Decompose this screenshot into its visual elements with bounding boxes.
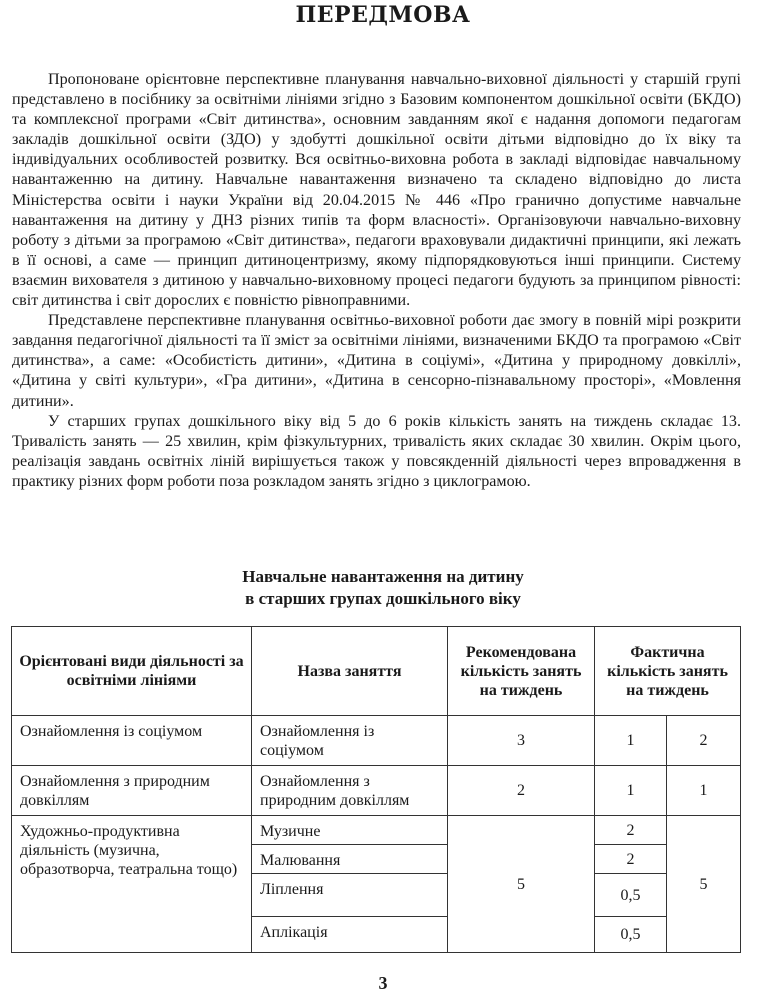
table-row xyxy=(12,766,741,816)
header-lesson: Назва заняття xyxy=(252,627,448,716)
activity-cell: Ознайомлення із соціумом xyxy=(12,716,252,766)
header-recommended: Рекомендована кількість занять на тиждень xyxy=(448,627,595,716)
load-table xyxy=(11,626,741,953)
actual-cell: 0,5 xyxy=(595,874,667,917)
actual-total-cell: 5 xyxy=(667,816,741,953)
paragraph: У старших групах дошкільного віку від 5 до 6 років кількість занять на тиждень складає 13. Тривалість занять — 25 хвилин, крім фізкультурних, тривалість яких складає 30 хвилин. Окрім цього, реалізація завдань освітніх ліній вирішується також у повсякденній діяльності через впровадження в практику різних форм роботи поза розкладом занять згідно з циклограмою. xyxy=(12,412,741,490)
table-header-row xyxy=(12,627,741,716)
lesson-cell: Ліплення xyxy=(252,874,448,917)
preface-text xyxy=(12,70,741,492)
table-caption-line: в старших групах дошкільного віку xyxy=(245,589,521,608)
activity-cell: Художньо-продуктивна діяльність (музична, образотворча, театральна тощо) xyxy=(12,816,252,953)
table-row xyxy=(12,716,741,766)
actual-cell: 2 xyxy=(595,845,667,874)
lesson-cell: Малювання xyxy=(252,845,448,874)
header-actual: Фактична кількість занять на тиждень xyxy=(595,627,741,716)
header-activity: Орієнтовані види діяльності за освітніми лініями xyxy=(12,627,252,716)
recommended-cell: 5 xyxy=(448,816,595,953)
table-caption xyxy=(0,566,766,610)
table-row xyxy=(12,816,741,845)
actual-total-cell: 1 xyxy=(667,766,741,816)
actual-cell: 1 xyxy=(595,766,667,816)
table-caption-line: Навчальне навантаження на дитину xyxy=(242,567,524,586)
paragraph: Пропоноване орієнтовне перспективне планування навчально-виховної діяльності у старшій групі представлено в посібнику за освітніми лініями згідно з Базовим компонентом дошкільної освіти (БКДО) та комплексної програми «Світ дитинства», основним завданням якої є надання допомоги педагогам закладів дошкільної освіти (ЗДО) у здобутті дошкільної освіти дітьми відповідно до їх віку та індивідуальних особливостей розвитку. Вся освітньо-виховна робота в закладі відповідає навчальному навантаженню на дитину. Навчальне навантаження визначено та складено відповідно до листа Міністерства освіти і науки України від 20.04.2015 № 446 «Про гранично допустиме навчальне навантаження на дитину у ДНЗ різних типів та форм власності». Організовуючи навчально-виховну роботу з дітьми за програмою «Світ дитинства», педагоги враховували дидактичні принципи, які лежать в її основі, а саме — принцип дитиноцентризму, якому підпорядковуються інші принципи. Систему взаємин вихователя з дитиною у навчально-виховному процесі педагоги будують за принципом рівності: світ дитинства і світ дорослих є повністю рівноправними. xyxy=(12,71,741,310)
paragraph: Представлене перспективне планування освітньо-виховної роботи дає змогу в повній мірі розкрити завдання педагогічної діяльності та її зміст за освітніми лініями, визначеними БКДО та програмою «Світ дитинства», а саме: «Особистість дитини», «Дитина в соціумі», «Дитина у природному довкіллі», «Дитина у світі культури», «Гра дитини», «Дитина в сенсорно-пізнавальному просторі», «Мовлення дитини». xyxy=(12,312,741,410)
actual-cell: 2 xyxy=(595,816,667,845)
lesson-cell: Ознайомлення із соціумом xyxy=(252,716,448,766)
recommended-cell: 3 xyxy=(448,716,595,766)
actual-cell: 1 xyxy=(595,716,667,766)
lesson-cell: Ознайомлення з природним довкіллям xyxy=(252,766,448,816)
actual-total-cell: 2 xyxy=(667,716,741,766)
lesson-cell: Музичне xyxy=(252,816,448,845)
page-number: 3 xyxy=(378,973,388,993)
recommended-cell: 2 xyxy=(448,766,595,816)
lesson-cell: Аплікація xyxy=(252,917,448,953)
actual-cell: 0,5 xyxy=(595,917,667,953)
page-title: ПЕРЕДМОВА xyxy=(295,2,471,28)
activity-cell: Ознайомлення з природним довкіллям xyxy=(12,766,252,816)
